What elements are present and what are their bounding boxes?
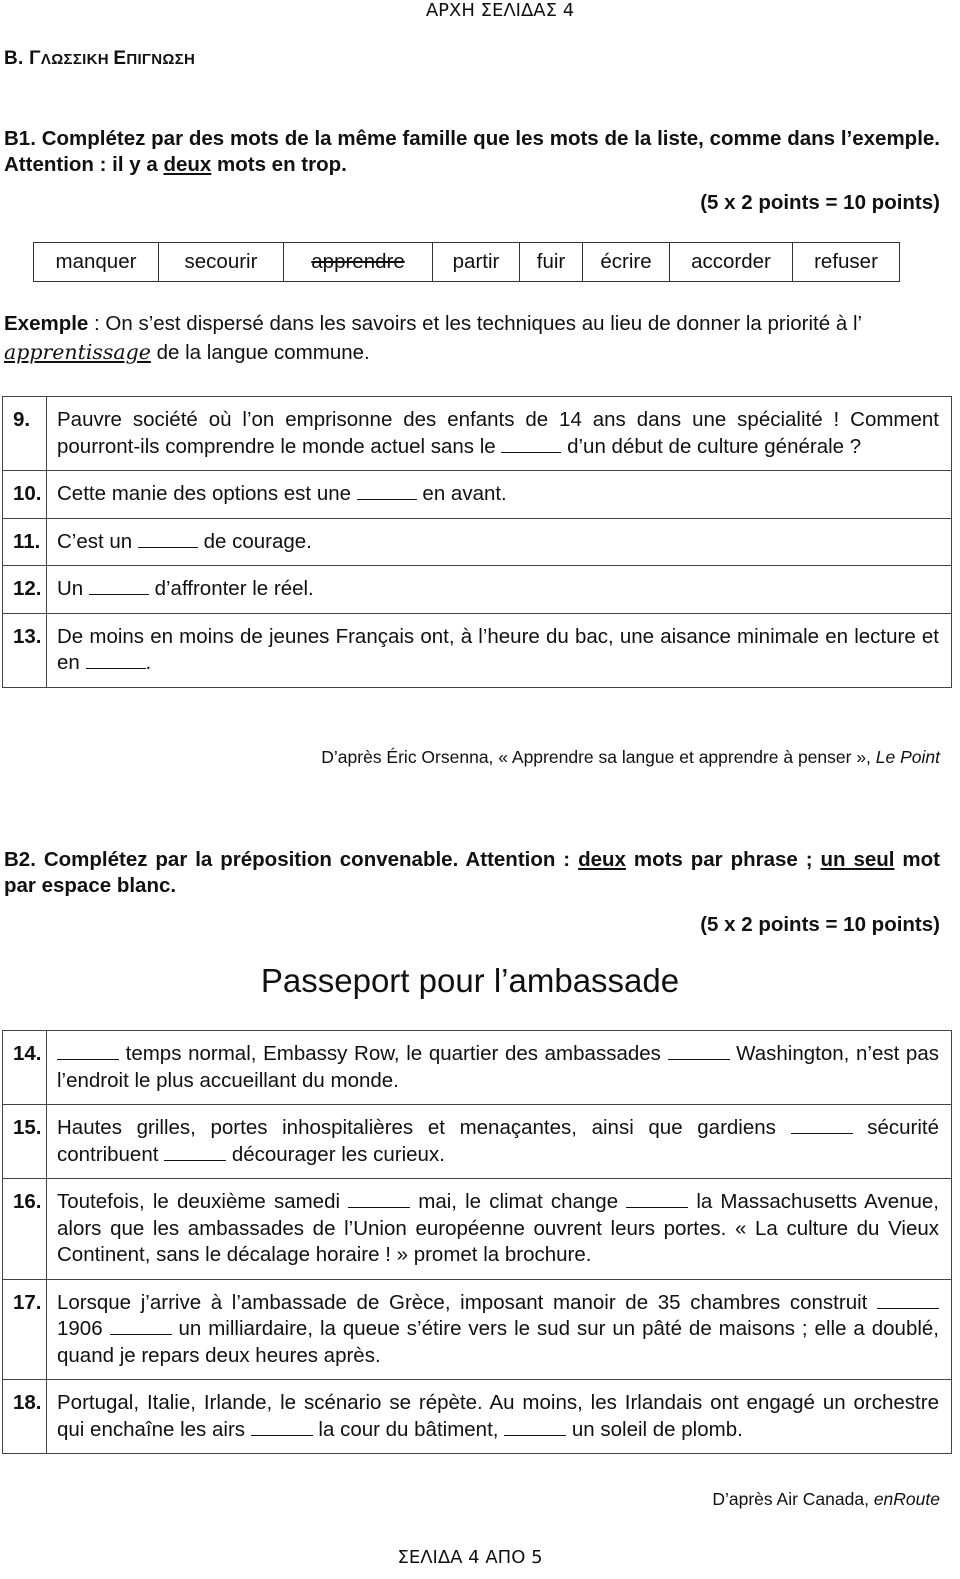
- question-row: 18. Portugal, Italie, Irlande, le scénario se répète. Au moins, les Irlandais ont engagé un orchestre qui enchaîne les airs la cour du bâtiment, un soleil de plomb.: [3, 1380, 952, 1454]
- answer-blank[interactable]: [357, 481, 417, 500]
- b2-points: (5 x 2 points = 10 points): [700, 913, 940, 936]
- b2-source: D’après Air Canada, enRoute: [712, 1489, 940, 1509]
- question-row: 17. Lorsque j’arrive à l’ambassade de Grèce, imposant manoir de 35 chambres construit 1906 un milliardaire, la queue s’étire vers le sud sur un pâté de maisons ; elle a doublé, quand je repars deux heures après.: [3, 1279, 952, 1380]
- page-footer: ΣΕΛΙΔΑ 4 ΑΠΟ 5: [397, 1547, 543, 1568]
- handwritten-answer: apprentissage: [4, 340, 151, 364]
- b1-source: D’après Éric Orsenna, « Apprendre sa langue et apprendre à penser », Le Point: [321, 747, 940, 767]
- word-cell: accorder: [670, 243, 793, 282]
- answer-blank[interactable]: [164, 1142, 226, 1161]
- word-cell: secourir: [159, 243, 284, 282]
- b2-instructions: B2. Complétez par la préposition convenable. Attention : deux mots par phrase ; un seul mot par espace blanc.: [4, 848, 940, 897]
- question-row: 10. Cette manie des options est une en avant.: [3, 471, 952, 519]
- b1-questions-table: [2, 396, 952, 688]
- b2-questions-table: [2, 1030, 952, 1454]
- question-row: 9. Pauvre société où l’on emprisonne des enfants de 14 ans dans une spécialité ! Comment pourront-ils comprendre le monde actuel sans le d’un début de culture générale ?: [3, 397, 952, 471]
- answer-blank[interactable]: [86, 650, 146, 669]
- question-row: 15. Hautes grilles, portes inhospitalières et menaçantes, ainsi que gardiens sécurité contribuent décourager les curieux.: [3, 1105, 952, 1179]
- answer-blank[interactable]: [626, 1189, 688, 1208]
- answer-blank[interactable]: [504, 1417, 566, 1436]
- answer-blank[interactable]: [668, 1041, 730, 1060]
- page-header: ΑΡΧΗ ΣΕΛΙΔΑΣ 4: [425, 0, 575, 21]
- example-sentence: Exemple : On s’est dispersé dans les savoirs et les techniques au lieu de donner la priorité à l’ apprentissage de la langue commune.: [4, 312, 862, 364]
- answer-blank[interactable]: [501, 434, 561, 453]
- word-cell: refuser: [793, 243, 900, 282]
- question-row: 12. Un d’affronter le réel.: [3, 566, 952, 614]
- word-cell: écrire: [583, 243, 670, 282]
- b1-instructions: B1. Complétez par des mots de la même famille que les mots de la liste, comme dans l’exemple. Attention : il y a deux mots en trop.: [4, 127, 940, 176]
- answer-blank[interactable]: [57, 1041, 119, 1060]
- article-title: Passeport pour l’ambassade: [260, 962, 680, 999]
- answer-blank[interactable]: [110, 1316, 172, 1335]
- section-title: Β. ΓΛΩΣΣΙΚΗ ΕΠΙΓΝΩΣΗ: [4, 48, 196, 69]
- question-row: 11. C’est un de courage.: [3, 518, 952, 566]
- question-row: 16. Toutefois, le deuxième samedi mai, le climat change la Massachusetts Avenue, alors que les ambassades de l’Union européenne ouvrent leurs portes. « La culture du Vieux Continent, sans le décalage horaire ! » promet la brochure.: [3, 1179, 952, 1280]
- answer-blank[interactable]: [89, 576, 149, 595]
- word-cell: partir: [433, 243, 520, 282]
- word-cell: fuir: [520, 243, 583, 282]
- word-cell: manquer: [34, 243, 159, 282]
- answer-blank[interactable]: [138, 529, 198, 548]
- word-list-table: [33, 242, 900, 282]
- answer-blank[interactable]: [348, 1189, 410, 1208]
- question-row: 14. temps normal, Embassy Row, le quartier des ambassades Washington, n’est pas l’endroit le plus accueillant du monde.: [3, 1031, 952, 1105]
- answer-blank[interactable]: [791, 1115, 853, 1134]
- word-cell-struck: apprendre: [284, 243, 433, 282]
- answer-blank[interactable]: [251, 1417, 313, 1436]
- b1-points: (5 x 2 points = 10 points): [700, 191, 940, 214]
- answer-blank[interactable]: [877, 1290, 939, 1309]
- question-row: 13. De moins en moins de jeunes Français ont, à l’heure du bac, une aisance minimale en lecture et en .: [3, 613, 952, 687]
